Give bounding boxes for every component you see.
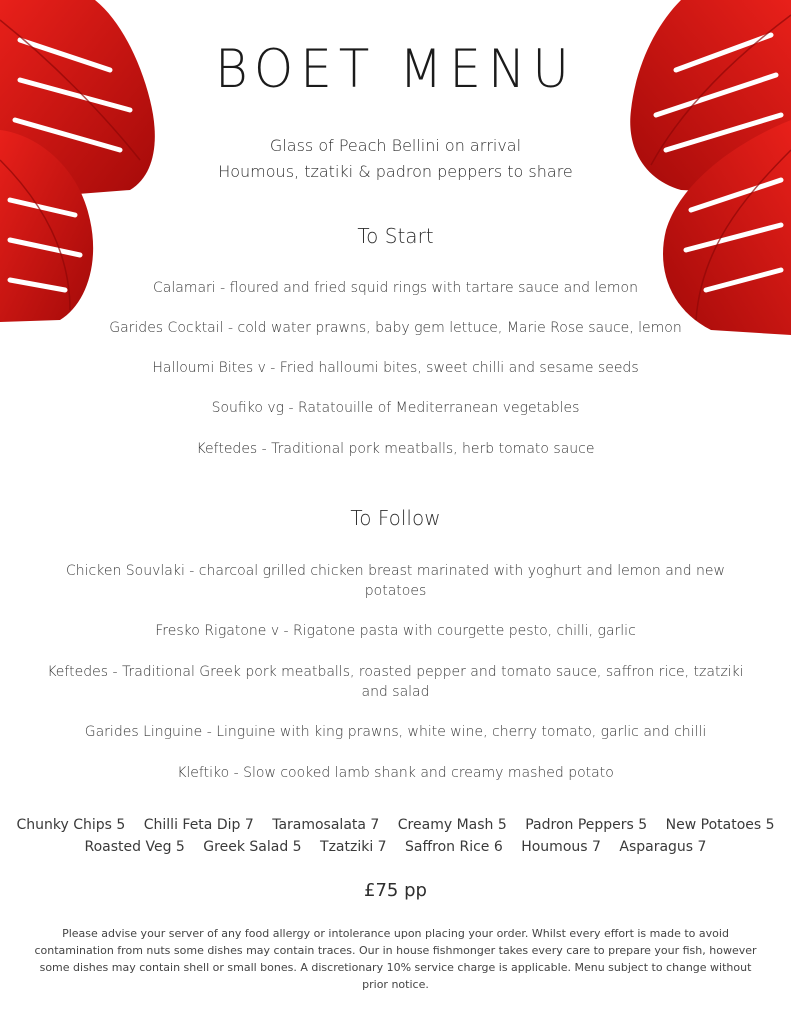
main-item: Chicken Souvlaki - charcoal grilled chicken breast marinated with yoghurt and lemon and new potatoes xyxy=(66,563,725,599)
side-item: Roasted Veg 5 xyxy=(84,839,185,855)
side-item: Padron Peppers 5 xyxy=(525,817,648,833)
side-item: Creamy Mash 5 xyxy=(397,817,507,833)
sides-row xyxy=(0,815,791,835)
starter-item: Halloumi Bites v - Fried halloumi bites, sweet chilli and sesame seeds xyxy=(152,360,639,376)
side-item: Chilli Feta Dip 7 xyxy=(143,817,254,833)
main-item: Kleftiko - Slow cooked lamb shank and creamy mashed potato xyxy=(177,765,614,781)
allergy-disclaimer: Please advise your server of any food allergy or intolerance upon placing your order. Whilst every effort is made to avoid contamination from nuts some dishes may contain traces. Our in house fishmonger takes every care to prepare your fish, however some dishes may contain shell or small bones. A discretionary 10% service charge is applicable. Menu subject to change without prior notice. xyxy=(34,927,757,991)
side-item: Greek Salad 5 xyxy=(203,839,302,855)
side-item: Houmous 7 xyxy=(521,839,601,855)
section-heading-to-start: To Start xyxy=(357,224,434,248)
intro-line-bellini: Glass of Peach Bellini on arrival xyxy=(269,136,522,155)
side-item: Tzatziki 7 xyxy=(320,839,387,855)
main-item: Fresko Rigatone v - Rigatone pasta with courgette pesto, chilli, garlic xyxy=(155,623,636,639)
starter-item: Garides Cocktail - cold water prawns, baby gem lettuce, Marie Rose sauce, lemon xyxy=(109,320,682,336)
section-heading-to-follow: To Follow xyxy=(350,506,441,530)
side-item: New Potatoes 5 xyxy=(665,817,775,833)
starter-item: Keftedes - Traditional pork meatballs, herb tomato sauce xyxy=(196,441,595,457)
side-item: Asparagus 7 xyxy=(619,839,707,855)
menu-title: BOET MENU xyxy=(215,38,576,100)
intro-line-sharing: Houmous, tzatiki & padron peppers to share xyxy=(218,162,573,181)
starter-item: Calamari - floured and fried squid rings with tartare sauce and lemon xyxy=(153,280,638,296)
main-item: Garides Linguine - Linguine with king prawns, white wine, cherry tomato, garlic and chilli xyxy=(84,724,707,740)
menu-price: £75 pp xyxy=(364,880,427,901)
side-item: Taramosalata 7 xyxy=(272,817,380,833)
sides-row xyxy=(0,837,791,857)
main-item: Keftedes - Traditional Greek pork meatballs, roasted pepper and tomato sauce, saffron rice, tzatziki and salad xyxy=(47,664,744,700)
side-item: Saffron Rice 6 xyxy=(405,839,503,855)
side-item: Chunky Chips 5 xyxy=(16,817,126,833)
starter-item: Soufiko vg - Ratatouille of Mediterranean vegetables xyxy=(211,400,580,416)
